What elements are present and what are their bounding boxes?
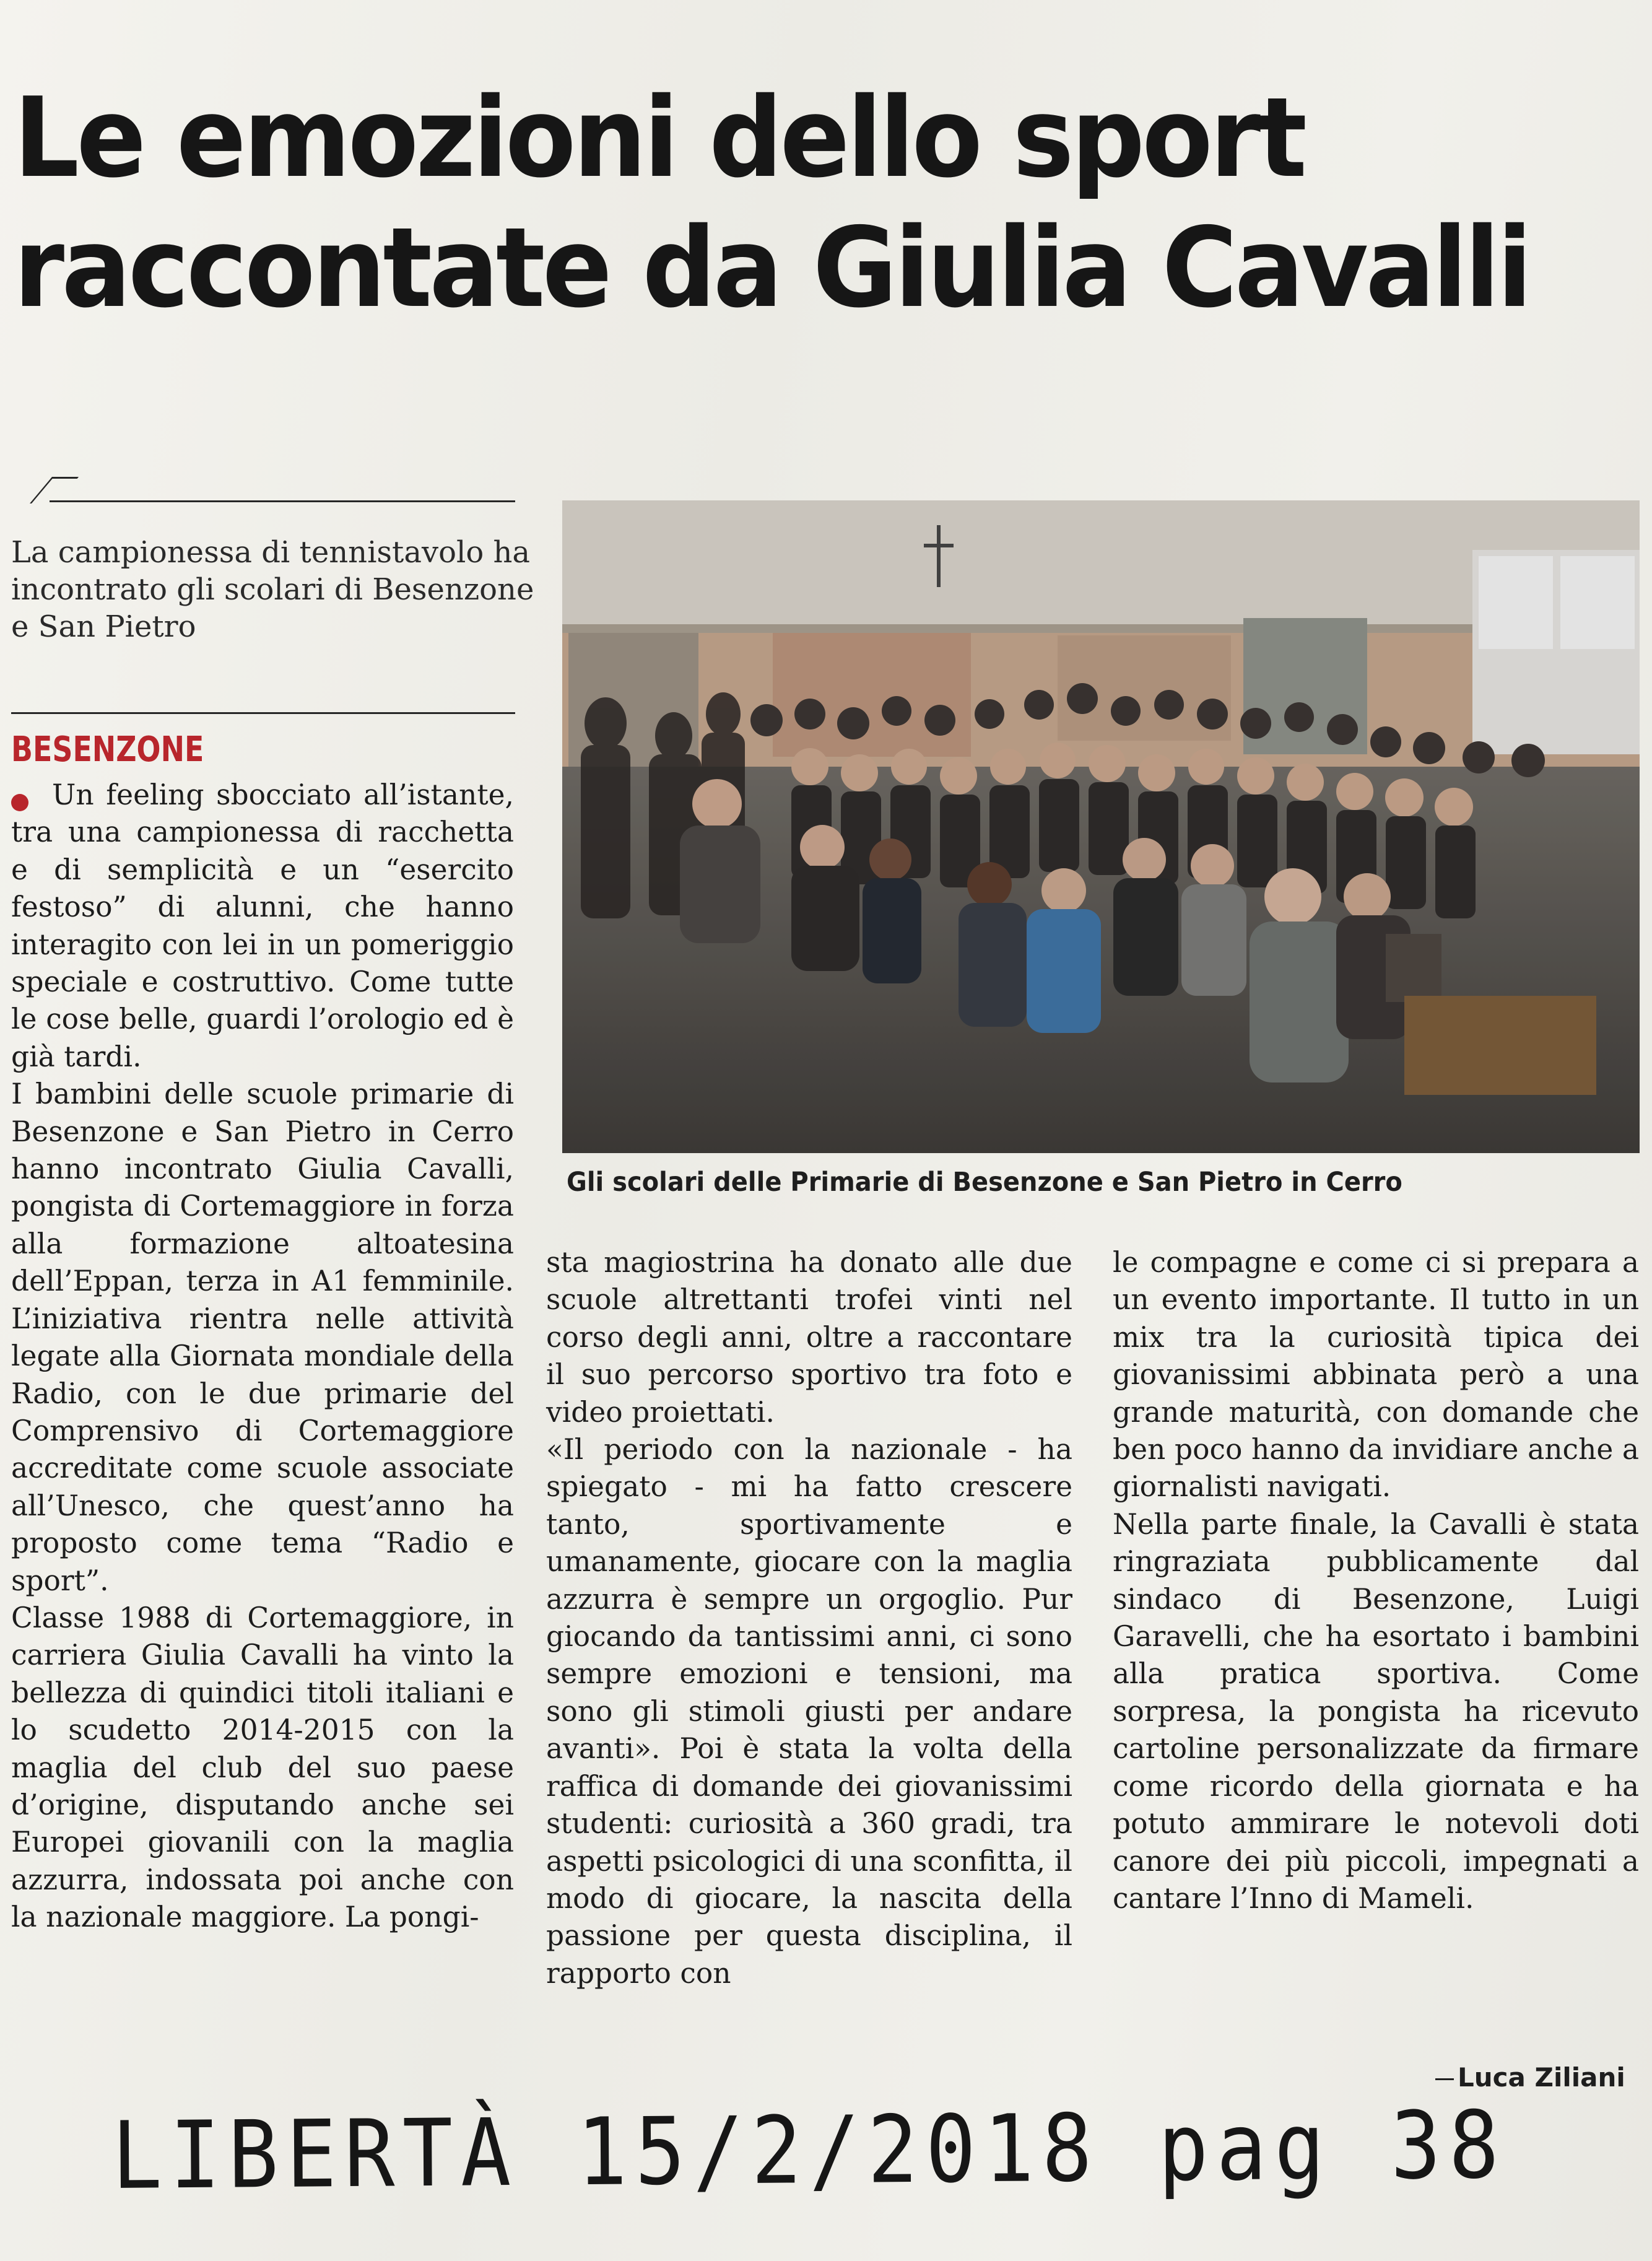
section-rule (11, 712, 515, 714)
section-label: BESENZONE (11, 730, 204, 770)
photo-caption: Gli scolari delle Primarie di Besenzone e San Pietro in Cerro (567, 1167, 1402, 1198)
body-paragraph: Nella parte finale, la Cavalli è stata ringraziata pubblicamente dal sindaco di Besenzone, Luigi Garavelli, che ha esortato i bambini alla pratica sportiva. Come sorpresa, la pongista ha ricevuto cartoline personalizzate da firmare come ricordo della giornata e ha potuto ammirare le notevoli doti canore dei più piccoli, impegnati a cantare l’Inno di Mameli. (1113, 1507, 1639, 1915)
handwritten-note: LIBERTÀ 15/2/2018 pag 38 (111, 2091, 1508, 2210)
body-column-1 (11, 777, 514, 1936)
headline-line-2: raccontate da Giulia Cavalli (14, 204, 1530, 332)
byline: Luca Ziliani (1435, 2062, 1625, 2093)
body-paragraph: Un feeling sbocciato all’istante, tra una campionessa di racchetta e di semplicità e un “esercito festoso” di alunni, che hanno interagito con lei in un pomeriggio speciale e costruttivo. Come tutte le cose belle, guardi l’orologio ed è già tardi. (11, 778, 514, 1073)
top-rule (50, 500, 515, 502)
body-paragraph: Classe 1988 di Cortemaggiore, in carriera Giulia Cavalli ha vinto la bellezza di quindici titoli italiani e lo scudetto 2014-2015 con la maglia del club del suo paese d’origine, disputando anche sei Europei giovanili con la maglia azzurra, indossata poi anche con la nazionale maggiore. La pongi- (11, 1601, 514, 1934)
headline-line-1: Le emozioni dello sport (14, 74, 1305, 202)
body-paragraph: sta magiostrina ha donato alle due scuole altrettanti trofei vinti nel corso degli anni, oltre a raccontare il suo percorso sportivo tra foto e video proiettati. (546, 1246, 1072, 1429)
body-column-2 (546, 1244, 1072, 1992)
article-photo (562, 500, 1640, 1153)
body-paragraph: le compagne e come ci si prepara a un evento importante. Il tutto in un mix tra la curiosità tipica dei giovanissimi abbinata però a una grande maturità, con domande che ben poco hanno da invidiare anche a giornalisti navigati. (1113, 1246, 1639, 1504)
body-paragraph: «Il periodo con la nazionale - ha spiegato - mi ha fatto crescere tanto, sportivamente e umanamente, giocare con la maglia azzurra è sempre un orgoglio. Pur giocando da tantissimi anni, ci sono sempre emozioni e tensioni, ma sono gli stimoli giusti per andare avanti». Poi è stata la volta della raffica di domande dei giovanissimi studenti: curiosità a 360 gradi, tra aspetti psicologici di una sconfitta, il modo di giocare, la nascita della passione per questa disciplina, il rapporto con (546, 1433, 1072, 1990)
body-paragraph: I bambini delle scuole primarie di Besenzone e San Pietro in Cerro hanno incontrato Giulia Cavalli, pongista di Cortemaggiore in forza alla formazione altoatesina dell’Eppan, terza in A1 femminile. L’iniziativa rientra nelle attività legate alla Giornata mondiale della Radio, con le due primarie del Comprensivo di Cortemaggiore accreditate come scuole associate all’Unesco, che quest’anno ha proposto come tema “Radio e sport”. (11, 1078, 514, 1597)
body-column-3 (1113, 1244, 1639, 1917)
subtitle: La campionessa di tennistavolo ha incontrato gli scolari di Besenzone e San Pietro (11, 535, 534, 644)
kicker-mark (30, 477, 79, 503)
